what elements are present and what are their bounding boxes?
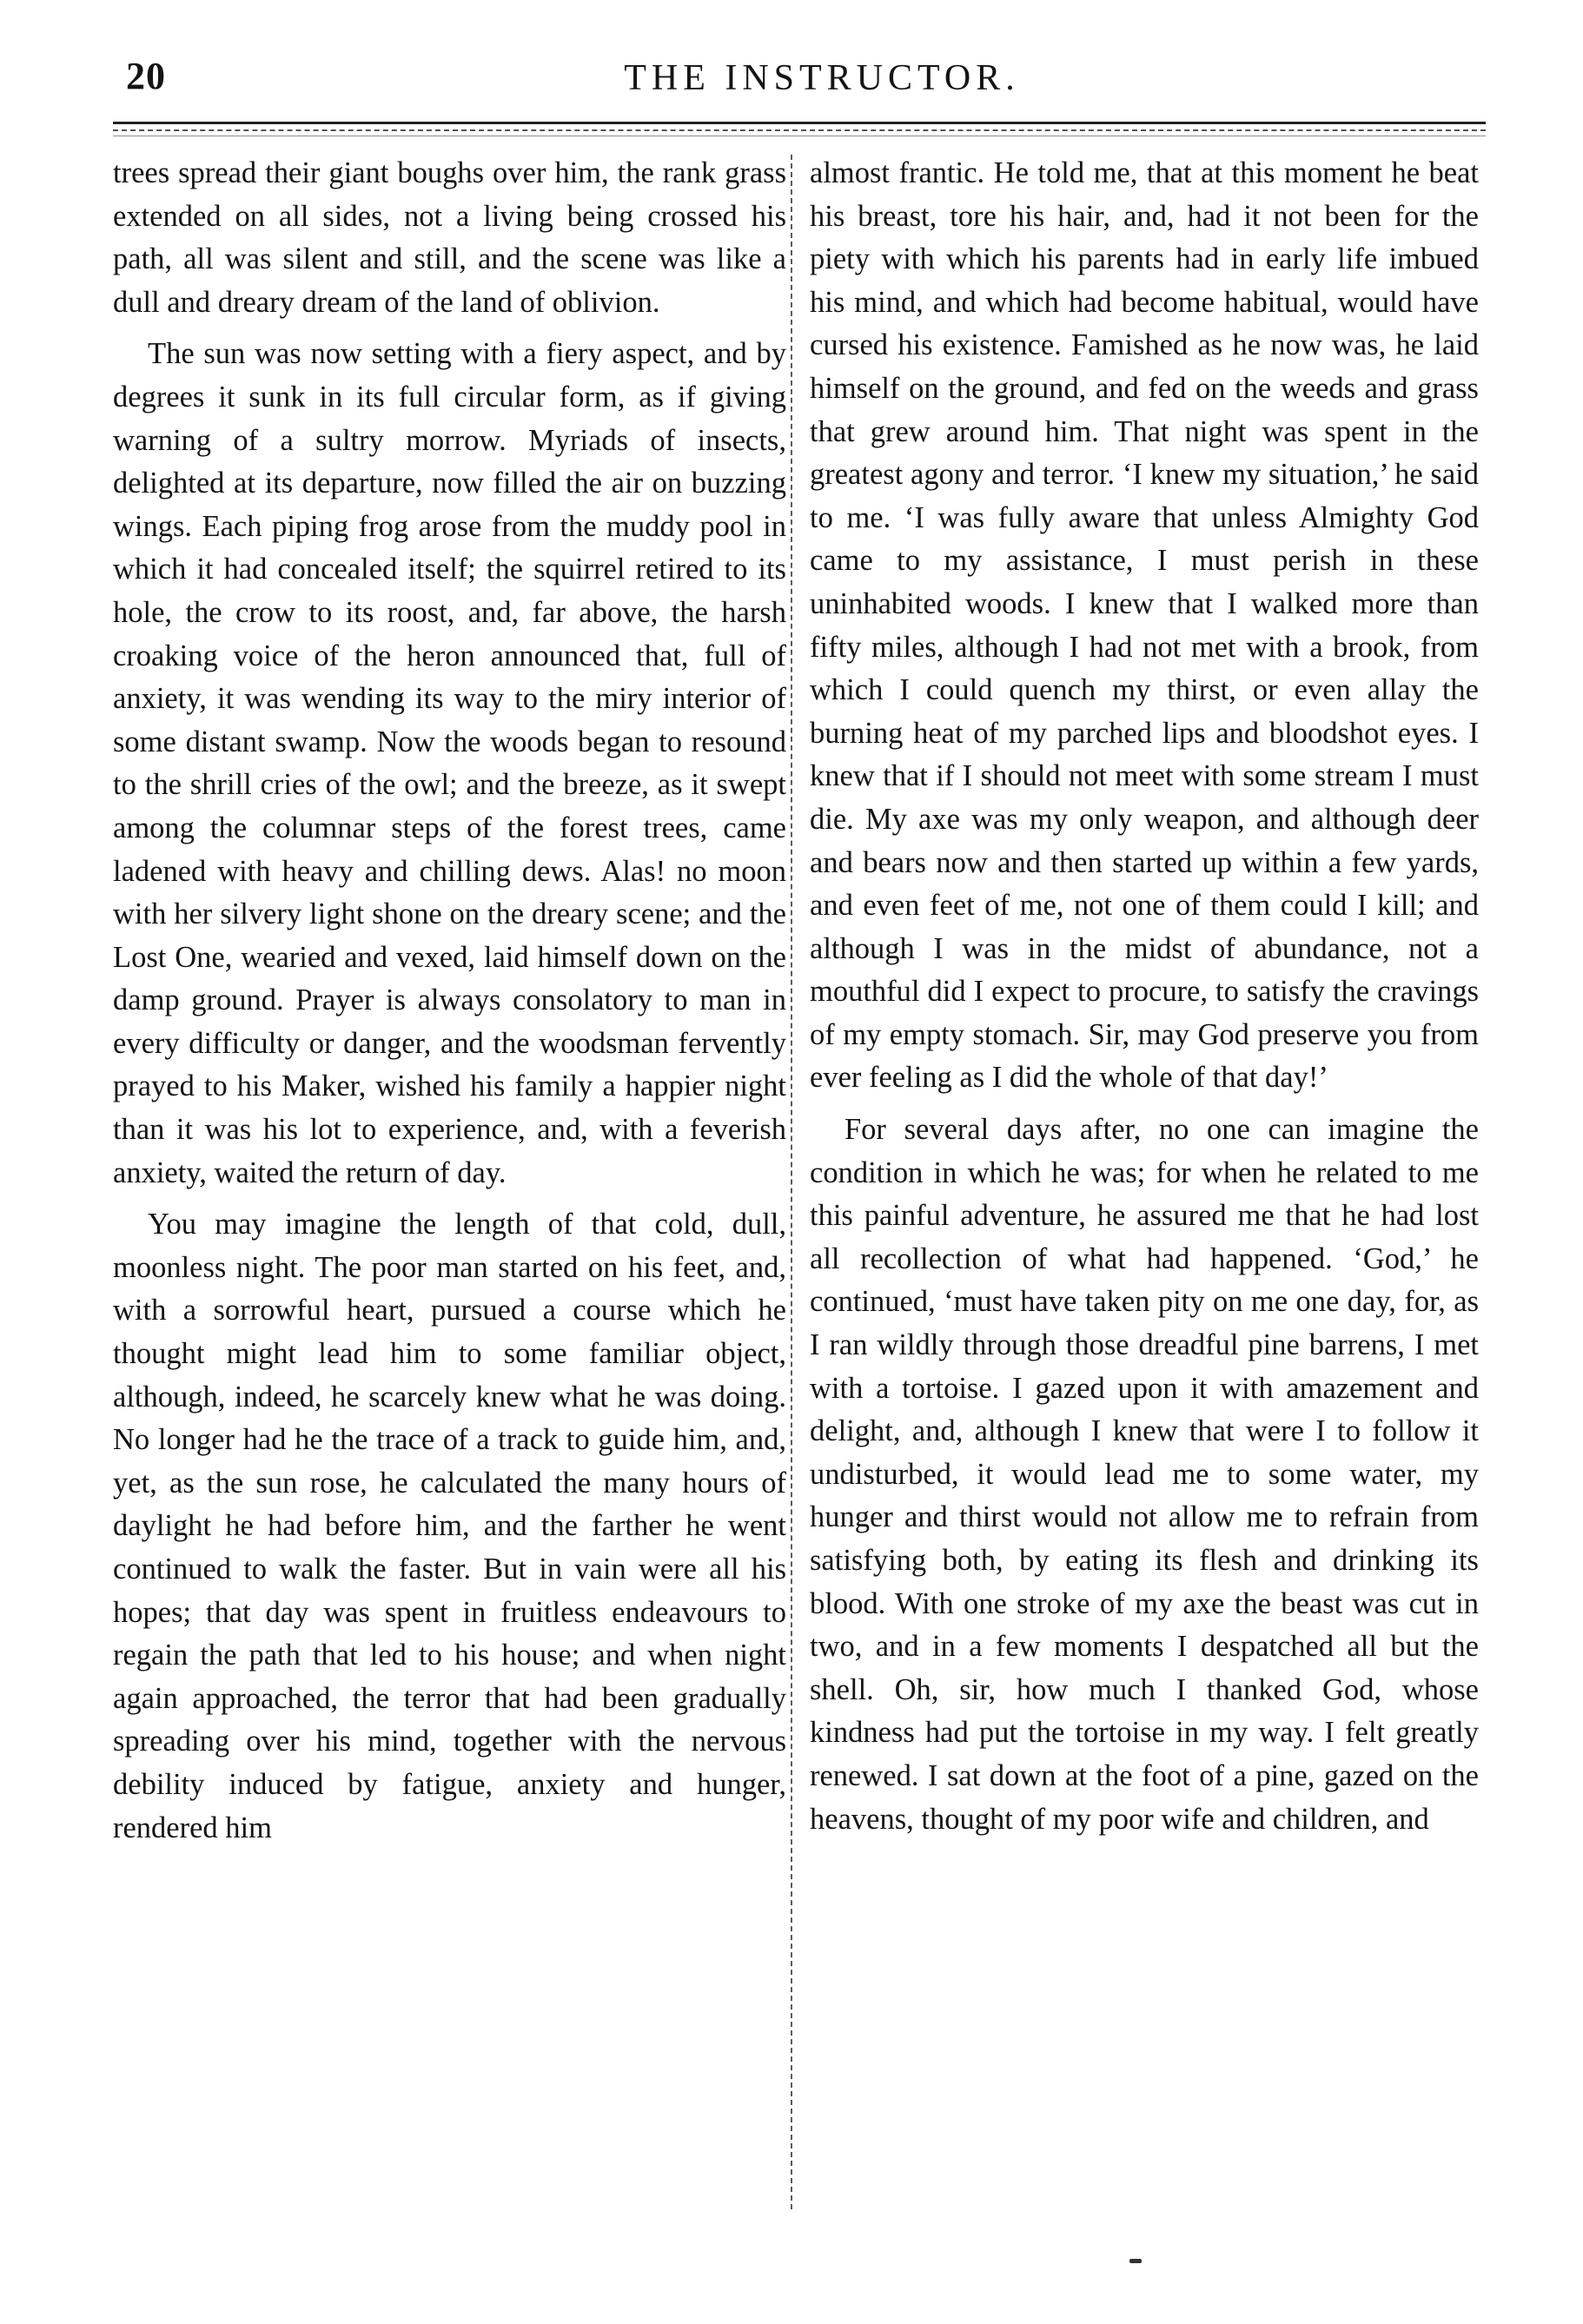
paragraph: almost frantic. He told me, that at this moment he beat his breast, tore his hair, and, had it not been for the piety with which his parents had in early life imbued his mind, and which had become habitual, would have cursed his existence. Famished as he now was, he laid himself on the ground, and fed on the weeds and grass that grew around him. That night was spent in the greatest agony and terror. ‘I knew my situation,’ he said to me. ‘I was fully aware that unless Almighty God came to my assistance, I must perish in these uninhabited woods. I knew that I walked more than fifty miles, although I had not met with a brook, from which I could quench my thirst, or even allay the burning heat of my parched lips and bloodshot eyes. I knew that if I should not meet with some stream I must die. My axe was my only weapon, and although deer and bears now and then started up within a few yards, and even feet of me, not one of them could I kill; and although I was in the midst of abundance, not a mouthful did I expect to procure, to satisfy the cravings of my empty stomach. Sir, may God preserve you from ever feeling as I did the whole of that day!’ bbox=[810, 156, 1479, 1095]
header-rule bbox=[113, 122, 1486, 124]
header-rule-dashed bbox=[113, 129, 1486, 131]
right-column bbox=[810, 152, 1479, 1841]
paragraph: trees spread their giant boughs over him, the rank grass extended on all sides, not a living being crossed his path, all was silent and still, and the scene was like a dull and dreary dream of the land of oblivion. bbox=[113, 156, 786, 319]
left-column bbox=[113, 152, 786, 1850]
paragraph: The sun was now setting with a fiery aspect, and by degrees it sunk in its full circular form, as if giving warning of a sultry morrow. Myriads of insects, delighted at its departure, now filled the air on buzzing wings. Each piping frog arose from the muddy pool in which it had concealed itself; the squirrel retired to its hole, the crow to its roost, and, far above, the harsh croaking voice of the heron announced that, full of anxiety, it was wending its way to the miry interior of some distant swamp. Now the woods began to resound to the shrill cries of the owl; and the breeze, as it swept among the columnar steps of the forest trees, came ladened with heavy and chilling dews. Alas! no moon with her silvery light shone on the dreary scene; and the Lost One, wearied and vexed, laid himself down on the damp ground. Prayer is always consolatory to man in every difficulty or danger, and the woodsman fervently prayed to his Maker, wished his family a happier night than it was his lot to experience, and, with a feverish anxiety, waited the return of day. bbox=[113, 337, 786, 1189]
paragraph: For several days after, no one can imagine the condition in which he was; for when he related to me this painful adventure, he assured me that he had lost all recollection of what had happened. ‘God,’ he continued, ‘must have taken pity on me one day, for, as I ran wildly through those dreadful pine barrens, I met with a tortoise. I gazed upon it with amazement and delight, and, although I knew that were I to follow it undisturbed, it would lead me to some water, my hunger and thirst would not allow me to refrain from satisfying both, by eating its flesh and drinking its blood. With one stroke of my axe the beast was cut in two, and in a few moments I despatched all but the shell. Oh, sir, how much I thanked God, whose kindness had put the tortoise in my way. I felt greatly renewed. I sat down at the foot of a pine, gazed on the heavens, thought of my poor wife and children, and bbox=[810, 1113, 1479, 1836]
ink-speck bbox=[1129, 2259, 1142, 2263]
paragraph: You may imagine the length of that cold, dull, moonless night. The poor man started on his feet, and, with a sorrowful heart, pursued a course which he thought might lead him to some familiar object, although, indeed, he scarcely knew what he was doing. No longer had he the trace of a track to guide him, and, yet, as the sun rose, he calculated the many hours of daylight he had before him, and the farther he went continued to walk the faster. But in vain were all his hopes; that day was spent in fruitless endeavours to regain the path that led to his house; and when night again approached, the terror that had been gradually spreading over his mind, together with the nervous debility induced by fatigue, anxiety and hunger, rendered him bbox=[113, 1208, 786, 1844]
column-divider bbox=[791, 155, 792, 2209]
page-number: 20 bbox=[126, 55, 166, 97]
running-title: THE INSTRUCTOR. bbox=[624, 58, 1020, 98]
